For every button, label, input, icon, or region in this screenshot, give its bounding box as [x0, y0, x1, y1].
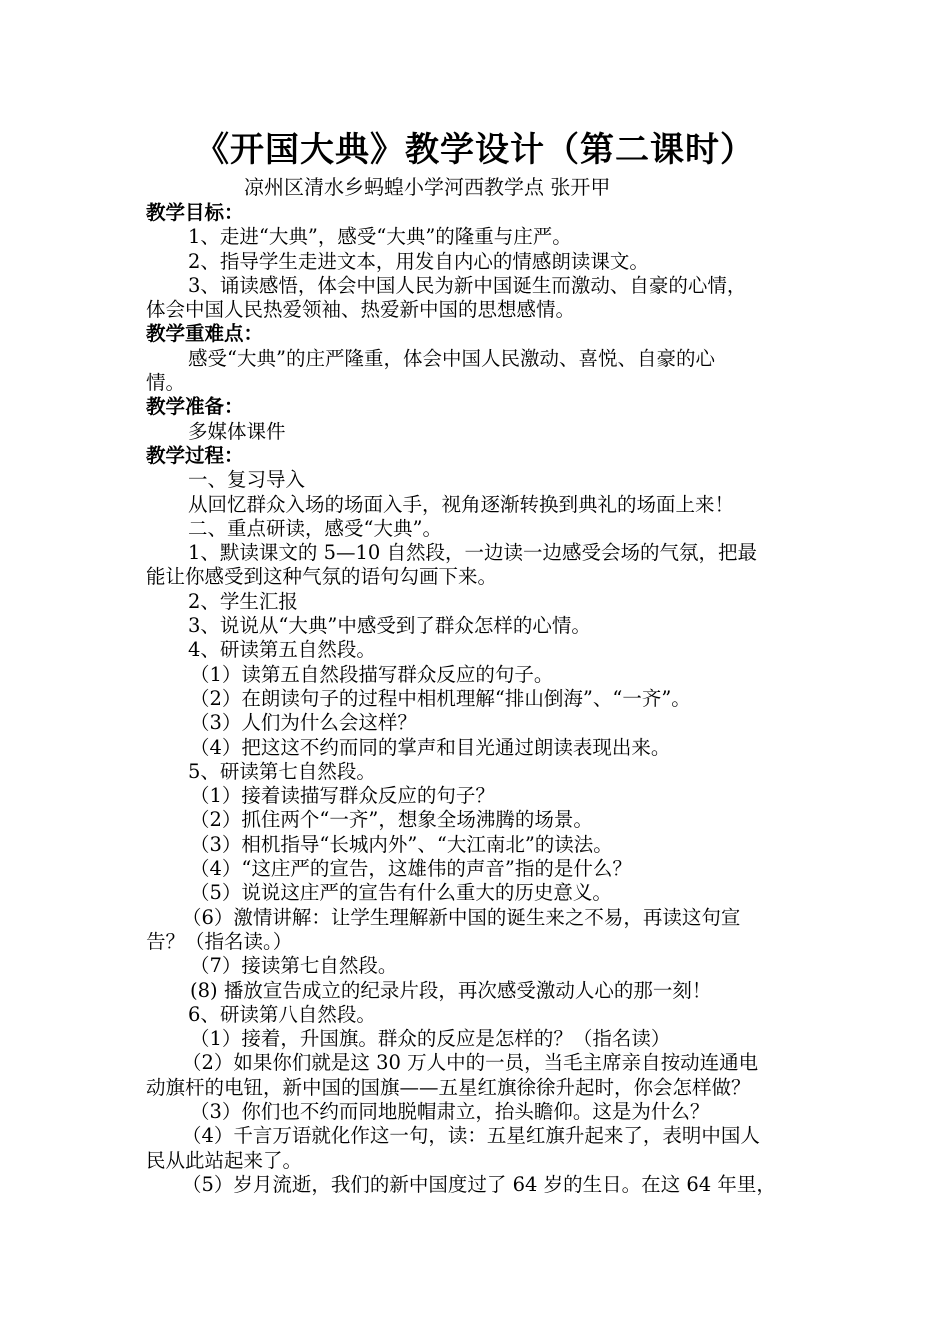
text-line: 1、默读课文的 5—10 自然段，一边读一边感受会场的气氛，把最	[188, 541, 758, 565]
section-heading: 教学目标：	[146, 201, 244, 224]
text-line: （1）读第五自然段描写群众反应的句子。	[190, 662, 554, 686]
text-line: 告？（指名读。）	[146, 929, 293, 953]
text-line: 感受“大典”的庄严隆重，体会中国人民激动、喜悦、自豪的心	[188, 346, 715, 370]
text-line: （7）接读第七自然段。	[190, 954, 398, 978]
text-line: 民从此站起来了。	[146, 1148, 303, 1172]
text-line: （5）岁月流逝，我们的新中国度过了 64 岁的生日。在这 64 年里，	[182, 1172, 776, 1196]
text-line: 一、复习导入	[188, 468, 306, 492]
text-line: 从回忆群众入场的场面入手，视角逐渐转换到典礼的场面上来！	[188, 492, 735, 516]
text-line: 多媒体课件	[188, 419, 286, 443]
text-line: 情。	[146, 371, 186, 395]
text-line: 2、指导学生走进文本，用发自内心的情感朗读课文。	[188, 249, 649, 273]
text-line: （1）接着，升国旗。群众的反应是怎样的？（指名读）	[190, 1027, 671, 1051]
text-line: (8) 播放宣告成立的纪录片段，再次感受激动人心的那一刻！	[190, 978, 712, 1002]
text-line: （2）在朗读句子的过程中相机理解“排山倒海”、“一齐”。	[190, 686, 691, 710]
text-line: 1、走进“大典”，感受“大典”的隆重与庄严。	[188, 225, 572, 249]
text-line: 体会中国人民热爱领袖、热爱新中国的思想感情。	[146, 298, 576, 322]
section-heading: 教学重难点：	[146, 322, 264, 346]
text-line: （3）你们也不约而同地脱帽肃立，抬头瞻仰。这是为什么？	[190, 1099, 710, 1123]
text-line: （4）千言万语就化作这一句，读：五星红旗升起来了，表明中国人	[182, 1124, 760, 1148]
author-line: 凉州区清水乡蚂蝗小学河西教学点 张开甲	[244, 175, 611, 199]
text-line: （4）“这庄严的宣告，这雄伟的声音”指的是什么？	[190, 857, 632, 881]
text-line: （2）如果你们就是这 30 万人中的一员，当毛主席亲自按动连通电	[182, 1051, 759, 1075]
text-line: （3）相机指导“长城内外”、“大江南北”的读法。	[190, 832, 613, 856]
text-line: （2）抓住两个“一齐”，想象全场沸腾的场景。	[190, 808, 593, 832]
text-line: （3）人们为什么会这样？	[190, 711, 417, 735]
text-line: 动旗杆的电钮，新中国的国旗——五星红旗徐徐升起时，你会怎样做？	[146, 1075, 751, 1099]
section-heading: 教学准备：	[146, 395, 244, 419]
text-line: 6、研读第八自然段。	[188, 1002, 376, 1026]
text-line: 4、研读第五自然段。	[188, 638, 376, 662]
text-line: 能让你感受到这种气氛的语句勾画下来。	[146, 565, 498, 589]
text-line: 5、研读第七自然段。	[188, 759, 376, 783]
text-line: （4）把这这不约而同的掌声和目光通过朗读表现出来。	[190, 735, 671, 759]
document-title: 《开国大典》教学设计（第二课时）	[195, 130, 755, 170]
text-line: 3、诵读感悟，体会中国人民为新中国诞生而激动、自豪的心情，	[188, 273, 747, 297]
text-line: （5）说说这庄严的宣告有什么重大的历史意义。	[190, 881, 612, 905]
section-heading: 教学过程：	[146, 443, 244, 467]
text-line: （1）接着读描写群众反应的句子？	[190, 784, 495, 808]
text-line: 2、学生汇报	[188, 589, 298, 613]
document-body	[146, 201, 826, 1197]
text-line: 二、重点研读，感受“大典”。	[188, 516, 442, 540]
text-line: （6）激情讲解：让学生理解新中国的诞生来之不易，再读这句宣	[182, 905, 741, 929]
text-line: 3、说说从“大典”中感受到了群众怎样的心情。	[188, 614, 591, 638]
